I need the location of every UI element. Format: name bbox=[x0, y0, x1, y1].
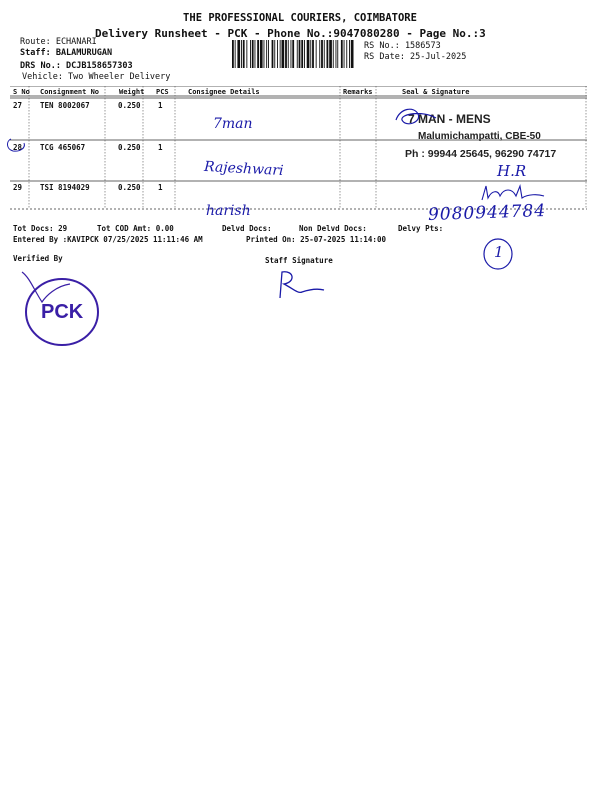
barcode bbox=[231, 40, 355, 68]
row-28-consignment: TCG 465067 bbox=[40, 143, 86, 152]
seal-signature-scribble bbox=[392, 104, 440, 132]
col-header-sno: S No bbox=[13, 88, 30, 96]
vehicle-text: Vehicle: Two Wheeler Delivery bbox=[22, 72, 171, 82]
row-27-consignee-handwriting: 7man bbox=[213, 116, 253, 132]
col-header-weight: Weight bbox=[119, 88, 145, 96]
row-29-consignment: TSI 8194029 bbox=[40, 183, 90, 192]
row-28-sno: 28 bbox=[13, 143, 23, 152]
row-27-sno: 27 bbox=[13, 101, 23, 110]
row-27-consignment: TEN 8002067 bbox=[40, 101, 90, 110]
rs-date: RS Date: 25-Jul-2025 bbox=[364, 52, 467, 62]
staff-signature-label: Staff Signature bbox=[265, 256, 333, 265]
col-header-consignment: Consignment No bbox=[40, 88, 100, 96]
row-29-pcs: 1 bbox=[158, 183, 163, 192]
total-docs: Tot Docs: 29 bbox=[13, 224, 68, 233]
seal-stamp-line2: Malumichampatti, CBE-50 bbox=[418, 131, 541, 142]
delivery-points: Delvy Pts: bbox=[398, 224, 444, 233]
staff-signature-scribble bbox=[272, 268, 328, 302]
staff-text: Staff: BALAMURUGAN bbox=[20, 48, 113, 58]
entered-by: Entered By :KAVIPCK 07/25/2025 11:11:46 AM bbox=[13, 235, 203, 244]
row-28-pcs: 1 bbox=[158, 143, 163, 152]
seal-stamp-line1: 7 MAN - MENS bbox=[408, 112, 491, 126]
row-27-pcs: 1 bbox=[158, 101, 163, 110]
non-delivered-docs: Non Delvd Docs: bbox=[299, 224, 367, 233]
col-header-remarks: Remarks bbox=[343, 88, 373, 96]
row-28-consignee-handwriting: Rajeshwari bbox=[203, 158, 284, 180]
row-28-circle-mark bbox=[5, 137, 27, 153]
runsheet-title: Delivery Runsheet - PCK - Phone No.:9047080280 - Page No.:3 bbox=[95, 27, 486, 40]
seal-circled-digit: 1 bbox=[494, 243, 504, 261]
row-29-consignee-handwriting: harish bbox=[206, 203, 251, 219]
seal-handwriting-initials: H.R bbox=[497, 162, 527, 180]
delivered-docs: Delvd Docs: bbox=[222, 224, 272, 233]
seal-stamp-line3: Ph : 99944 25645, 96290 74717 bbox=[405, 148, 557, 160]
company-title: THE PROFESSIONAL COURIERS, COIMBATORE bbox=[183, 12, 417, 24]
printed-on: Printed On: 25-07-2025 11:14:00 bbox=[246, 235, 386, 244]
row-27-weight: 0.250 bbox=[118, 101, 141, 110]
pck-stamp-text: PCK bbox=[41, 301, 84, 323]
row-29-sno: 29 bbox=[13, 183, 23, 192]
verified-by-label: Verified By bbox=[13, 254, 63, 263]
col-header-pcs: PCS bbox=[156, 88, 169, 96]
row-28-weight: 0.250 bbox=[118, 143, 141, 152]
col-header-consignee: Consignee Details bbox=[188, 88, 260, 96]
row-29-weight: 0.250 bbox=[118, 183, 141, 192]
seal-handwritten-phone: 9080944784 bbox=[427, 200, 547, 226]
rs-number: RS No.: 1586573 bbox=[364, 41, 441, 51]
total-cod-amount: Tot COD Amt: 0.00 bbox=[97, 224, 174, 233]
route-text: Route: ECHANARI bbox=[20, 37, 97, 47]
col-header-seal: Seal & Signature bbox=[402, 88, 470, 96]
drs-number: DRS No.: DCJB158657303 bbox=[20, 61, 133, 71]
